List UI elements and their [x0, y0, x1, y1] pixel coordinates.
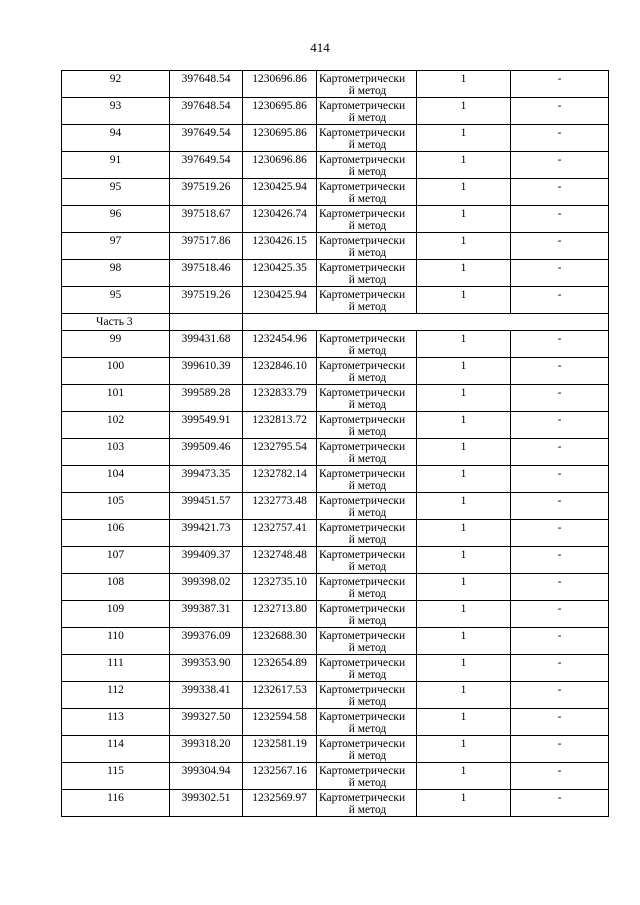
method-line-1: Картометрически [319, 738, 406, 750]
method-line-2: й метод [348, 804, 387, 816]
table-row [62, 98, 609, 125]
dash-cell: - [511, 287, 609, 314]
page-number: 414 [310, 40, 330, 55]
method-line-1: Картометрически [319, 630, 406, 642]
table-row [62, 233, 609, 260]
method-line-1: Картометрически [319, 549, 406, 561]
dash-cell: - [511, 466, 609, 493]
dash-cell: - [511, 628, 609, 655]
point-number-cell: 106 [62, 520, 170, 547]
dash-cell: - [511, 655, 609, 682]
x-coordinate-cell: 399302.51 [170, 790, 243, 817]
method-line-2: й метод [348, 534, 387, 546]
method-line-2: й метод [348, 750, 387, 762]
method-cell [317, 439, 417, 466]
x-coordinate-cell: 399327.50 [170, 709, 243, 736]
method-cell [317, 547, 417, 574]
method-line-1: Картометрически [319, 181, 406, 193]
section-row [62, 314, 609, 331]
table-row [62, 125, 609, 152]
method-line-2: й метод [348, 696, 387, 708]
method-line-1: Картометрически [319, 289, 406, 301]
point-number-cell: 108 [62, 574, 170, 601]
y-coordinate-cell: 1232735.10 [243, 574, 317, 601]
method-line-1: Картометрически [319, 414, 406, 426]
y-coordinate-cell: 1232654.89 [243, 655, 317, 682]
method-cell [317, 790, 417, 817]
point-number-cell: 102 [62, 412, 170, 439]
y-coordinate-cell: 1232594.58 [243, 709, 317, 736]
method-line-1: Картометрически [319, 127, 406, 139]
y-coordinate-cell: 1230695.86 [243, 125, 317, 152]
method-line-1: Картометрически [319, 154, 406, 166]
method-line-2: й метод [348, 139, 387, 151]
x-coordinate-cell: 397518.67 [170, 206, 243, 233]
method-line-1: Картометрически [319, 100, 406, 112]
point-number-cell: 105 [62, 493, 170, 520]
y-coordinate-cell: 1232757.41 [243, 520, 317, 547]
table-row [62, 682, 609, 709]
table-row [62, 601, 609, 628]
point-number-cell: 95 [62, 179, 170, 206]
count-cell: 1 [417, 385, 511, 412]
x-coordinate-cell: 399387.31 [170, 601, 243, 628]
x-coordinate-cell: 399589.28 [170, 385, 243, 412]
method-line-2: й метод [348, 588, 387, 600]
count-cell: 1 [417, 736, 511, 763]
method-cell [317, 71, 417, 98]
method-line-2: й метод [348, 777, 387, 789]
dash-cell: - [511, 152, 609, 179]
dash-cell: - [511, 439, 609, 466]
dash-cell: - [511, 260, 609, 287]
count-cell: 1 [417, 358, 511, 385]
x-coordinate-cell: 397519.26 [170, 179, 243, 206]
x-coordinate-cell: 399353.90 [170, 655, 243, 682]
point-number-cell: 112 [62, 682, 170, 709]
y-coordinate-cell: 1230425.94 [243, 287, 317, 314]
count-cell: 1 [417, 628, 511, 655]
method-cell [317, 655, 417, 682]
method-cell [317, 601, 417, 628]
method-line-2: й метод [348, 426, 387, 438]
method-cell [317, 628, 417, 655]
table-row [62, 709, 609, 736]
method-cell [317, 358, 417, 385]
coordinates-table-body [62, 71, 609, 817]
table-row [62, 547, 609, 574]
table-row [62, 763, 609, 790]
table-row [62, 412, 609, 439]
dash-cell: - [511, 574, 609, 601]
method-line-2: й метод [348, 642, 387, 654]
point-number-cell: 100 [62, 358, 170, 385]
dash-cell: - [511, 179, 609, 206]
point-number-cell: 116 [62, 790, 170, 817]
x-coordinate-cell: 399304.94 [170, 763, 243, 790]
table-row [62, 287, 609, 314]
x-coordinate-cell: 397517.86 [170, 233, 243, 260]
method-cell [317, 466, 417, 493]
count-cell: 1 [417, 790, 511, 817]
x-coordinate-cell: 399431.68 [170, 331, 243, 358]
count-cell: 1 [417, 520, 511, 547]
count-cell: 1 [417, 601, 511, 628]
table-row [62, 466, 609, 493]
method-line-1: Картометрически [319, 73, 406, 85]
x-coordinate-cell: 399473.35 [170, 466, 243, 493]
table-row [62, 574, 609, 601]
method-line-1: Картометрически [319, 711, 406, 723]
y-coordinate-cell: 1232617.53 [243, 682, 317, 709]
section-empty-cell [243, 314, 609, 331]
point-number-cell: 95 [62, 287, 170, 314]
dash-cell: - [511, 358, 609, 385]
method-line-2: й метод [348, 193, 387, 205]
method-line-1: Картометрически [319, 657, 406, 669]
count-cell: 1 [417, 125, 511, 152]
y-coordinate-cell: 1232773.48 [243, 493, 317, 520]
y-coordinate-cell: 1232813.72 [243, 412, 317, 439]
y-coordinate-cell: 1232688.30 [243, 628, 317, 655]
dash-cell: - [511, 601, 609, 628]
dash-cell: - [511, 331, 609, 358]
method-line-1: Картометрически [319, 522, 406, 534]
point-number-cell: 111 [62, 655, 170, 682]
count-cell: 1 [417, 493, 511, 520]
dash-cell: - [511, 98, 609, 125]
y-coordinate-cell: 1232713.80 [243, 601, 317, 628]
dash-cell: - [511, 71, 609, 98]
y-coordinate-cell: 1232569.97 [243, 790, 317, 817]
method-cell [317, 125, 417, 152]
table-row [62, 628, 609, 655]
method-cell [317, 260, 417, 287]
method-cell [317, 736, 417, 763]
point-number-cell: 91 [62, 152, 170, 179]
dash-cell: - [511, 547, 609, 574]
x-coordinate-cell: 399409.37 [170, 547, 243, 574]
dash-cell: - [511, 682, 609, 709]
method-line-1: Картометрически [319, 360, 406, 372]
y-coordinate-cell: 1230426.74 [243, 206, 317, 233]
x-coordinate-cell: 399610.39 [170, 358, 243, 385]
method-cell [317, 206, 417, 233]
point-number-cell: 93 [62, 98, 170, 125]
y-coordinate-cell: 1230696.86 [243, 71, 317, 98]
x-coordinate-cell: 397648.54 [170, 71, 243, 98]
table-row [62, 179, 609, 206]
method-cell [317, 574, 417, 601]
method-cell [317, 520, 417, 547]
count-cell: 1 [417, 287, 511, 314]
count-cell: 1 [417, 98, 511, 125]
method-line-2: й метод [348, 669, 387, 681]
method-line-1: Картометрически [319, 208, 406, 220]
method-line-1: Картометрически [319, 684, 406, 696]
count-cell: 1 [417, 547, 511, 574]
method-line-1: Картометрически [319, 603, 406, 615]
method-line-1: Картометрически [319, 495, 406, 507]
method-cell [317, 152, 417, 179]
y-coordinate-cell: 1230695.86 [243, 98, 317, 125]
table-row [62, 152, 609, 179]
x-coordinate-cell: 397648.54 [170, 98, 243, 125]
point-number-cell: 92 [62, 71, 170, 98]
method-cell [317, 287, 417, 314]
table-row [62, 520, 609, 547]
point-number-cell: 99 [62, 331, 170, 358]
method-line-1: Картометрически [319, 468, 406, 480]
dash-cell: - [511, 233, 609, 260]
dash-cell: - [511, 412, 609, 439]
y-coordinate-cell: 1232581.19 [243, 736, 317, 763]
x-coordinate-cell: 399338.41 [170, 682, 243, 709]
point-number-cell: 110 [62, 628, 170, 655]
table-row [62, 385, 609, 412]
table-row [62, 331, 609, 358]
y-coordinate-cell: 1230426.15 [243, 233, 317, 260]
method-line-1: Картометрически [319, 387, 406, 399]
method-line-1: Картометрически [319, 441, 406, 453]
y-coordinate-cell: 1230696.86 [243, 152, 317, 179]
method-cell [317, 233, 417, 260]
table-row [62, 358, 609, 385]
count-cell: 1 [417, 412, 511, 439]
method-cell [317, 179, 417, 206]
dash-cell: - [511, 520, 609, 547]
section-label: Часть 3 [62, 314, 170, 331]
count-cell: 1 [417, 709, 511, 736]
y-coordinate-cell: 1230425.35 [243, 260, 317, 287]
method-line-1: Картометрически [319, 576, 406, 588]
count-cell: 1 [417, 763, 511, 790]
point-number-cell: 97 [62, 233, 170, 260]
y-coordinate-cell: 1232833.79 [243, 385, 317, 412]
method-cell [317, 385, 417, 412]
point-number-cell: 114 [62, 736, 170, 763]
coordinates-table [61, 70, 609, 817]
count-cell: 1 [417, 331, 511, 358]
x-coordinate-cell: 397518.46 [170, 260, 243, 287]
x-coordinate-cell: 399451.57 [170, 493, 243, 520]
x-coordinate-cell: 399398.02 [170, 574, 243, 601]
point-number-cell: 115 [62, 763, 170, 790]
dash-cell: - [511, 493, 609, 520]
x-coordinate-cell: 399376.09 [170, 628, 243, 655]
count-cell: 1 [417, 574, 511, 601]
count-cell: 1 [417, 682, 511, 709]
count-cell: 1 [417, 206, 511, 233]
y-coordinate-cell: 1232748.48 [243, 547, 317, 574]
method-line-2: й метод [348, 480, 387, 492]
x-coordinate-cell: 399509.46 [170, 439, 243, 466]
method-cell [317, 331, 417, 358]
y-coordinate-cell: 1232454.96 [243, 331, 317, 358]
method-line-2: й метод [348, 112, 387, 124]
y-coordinate-cell: 1232782.14 [243, 466, 317, 493]
point-number-cell: 107 [62, 547, 170, 574]
method-line-1: Картометрически [319, 262, 406, 274]
method-line-2: й метод [348, 615, 387, 627]
method-cell [317, 98, 417, 125]
point-number-cell: 104 [62, 466, 170, 493]
point-number-cell: 113 [62, 709, 170, 736]
method-line-1: Картометрически [319, 235, 406, 247]
method-line-1: Картометрически [319, 333, 406, 345]
method-line-2: й метод [348, 85, 387, 97]
count-cell: 1 [417, 152, 511, 179]
count-cell: 1 [417, 71, 511, 98]
method-line-2: й метод [348, 247, 387, 259]
x-coordinate-cell: 399318.20 [170, 736, 243, 763]
count-cell: 1 [417, 439, 511, 466]
point-number-cell: 103 [62, 439, 170, 466]
method-line-2: й метод [348, 723, 387, 735]
method-line-2: й метод [348, 301, 387, 313]
y-coordinate-cell: 1232567.16 [243, 763, 317, 790]
method-line-2: й метод [348, 274, 387, 286]
table-row [62, 71, 609, 98]
method-cell [317, 682, 417, 709]
count-cell: 1 [417, 260, 511, 287]
count-cell: 1 [417, 179, 511, 206]
dash-cell: - [511, 763, 609, 790]
method-line-2: й метод [348, 166, 387, 178]
count-cell: 1 [417, 655, 511, 682]
dash-cell: - [511, 709, 609, 736]
x-coordinate-cell: 397649.54 [170, 152, 243, 179]
method-line-2: й метод [348, 453, 387, 465]
x-coordinate-cell: 397519.26 [170, 287, 243, 314]
point-number-cell: 109 [62, 601, 170, 628]
table-row [62, 493, 609, 520]
table-row [62, 655, 609, 682]
count-cell: 1 [417, 233, 511, 260]
x-coordinate-cell: 399549.91 [170, 412, 243, 439]
method-line-2: й метод [348, 345, 387, 357]
dash-cell: - [511, 736, 609, 763]
table-row [62, 206, 609, 233]
table-row [62, 790, 609, 817]
method-cell [317, 493, 417, 520]
table-row [62, 439, 609, 466]
y-coordinate-cell: 1230425.94 [243, 179, 317, 206]
point-number-cell: 96 [62, 206, 170, 233]
dash-cell: - [511, 385, 609, 412]
table-row [62, 260, 609, 287]
section-empty-cell [170, 314, 243, 331]
dash-cell: - [511, 790, 609, 817]
method-line-2: й метод [348, 399, 387, 411]
method-line-2: й метод [348, 372, 387, 384]
x-coordinate-cell: 397649.54 [170, 125, 243, 152]
x-coordinate-cell: 399421.73 [170, 520, 243, 547]
point-number-cell: 94 [62, 125, 170, 152]
point-number-cell: 101 [62, 385, 170, 412]
table-row [62, 736, 609, 763]
method-line-2: й метод [348, 220, 387, 232]
method-line-1: Картометрически [319, 765, 406, 777]
method-line-1: Картометрически [319, 792, 406, 804]
y-coordinate-cell: 1232795.54 [243, 439, 317, 466]
point-number-cell: 98 [62, 260, 170, 287]
method-cell [317, 709, 417, 736]
method-cell [317, 412, 417, 439]
count-cell: 1 [417, 466, 511, 493]
dash-cell: - [511, 206, 609, 233]
dash-cell: - [511, 125, 609, 152]
method-line-2: й метод [348, 507, 387, 519]
y-coordinate-cell: 1232846.10 [243, 358, 317, 385]
method-cell [317, 763, 417, 790]
method-line-2: й метод [348, 561, 387, 573]
